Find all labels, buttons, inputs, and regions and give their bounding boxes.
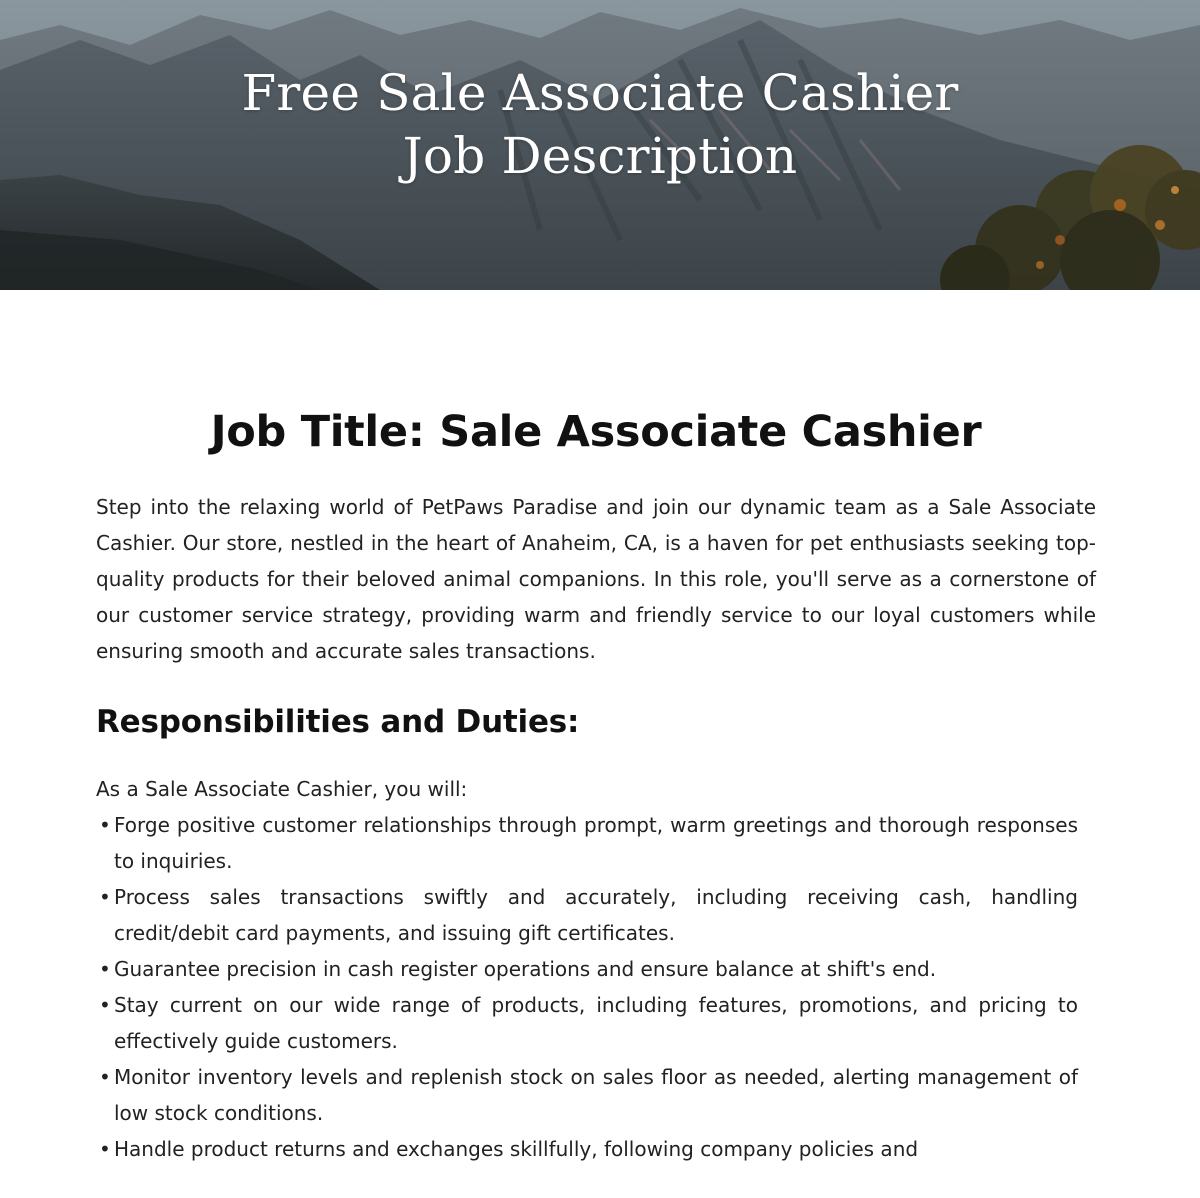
bullet-icon: • [99,957,111,981]
bullet-icon: • [99,885,111,909]
list-item [96,951,1078,987]
banner-title-line-2: Job Description [402,127,798,185]
list-item [96,987,1078,1059]
job-title-heading: Job Title: Sale Associate Cashier [210,407,982,457]
list-item [96,807,1078,879]
bullet-icon: • [99,993,111,1017]
bullet-icon: • [99,1065,111,1089]
intro-paragraph: Step into the relaxing world of PetPaws Paradise and join our dynamic team as a Sale Associate Cashier. Our store, nestled in the heart of Anaheim, CA, is a haven for pet enthusiasts seeking top-quality products for their beloved animal companions. In this role, you'll serve as a cornerstone of our customer service strategy, providing warm and friendly service to our loyal customers while ensuring smooth and accurate sales transactions. [96,495,1096,663]
document-body [96,400,1096,1167]
list-item [96,879,1078,951]
list-item [96,1059,1078,1131]
list-item-text: Forge positive customer relationships through prompt, warm greetings and thorough responses to inquiries. [114,813,1078,873]
banner-title [0,62,1200,188]
list-item-text: Guarantee precision in cash register operations and ensure balance at shift's end. [114,957,937,981]
list-item-text: Stay current on our wide range of products, including features, promotions, and pricing to effectively guide customers. [114,993,1078,1053]
list-item-text: Process sales transactions swiftly and accurately, including receiving cash, handling credit/debit card payments, and issuing gift certificates. [114,885,1078,945]
duties-list [96,807,1078,1167]
bullet-icon: • [99,1137,111,1161]
list-item-text: Monitor inventory levels and replenish stock on sales floor as needed, alerting management of low stock conditions. [114,1065,1078,1125]
banner-title-line-1: Free Sale Associate Cashier [241,64,959,122]
responsibilities-lead: As a Sale Associate Cashier, you will: [96,777,468,801]
header-banner [0,0,1200,290]
list-item-text: Handle product returns and exchanges skillfully, following company policies and [114,1137,919,1161]
list-item [96,1131,1078,1167]
bullet-icon: • [99,813,111,837]
responsibilities-heading: Responsibilities and Duties: [96,704,580,740]
